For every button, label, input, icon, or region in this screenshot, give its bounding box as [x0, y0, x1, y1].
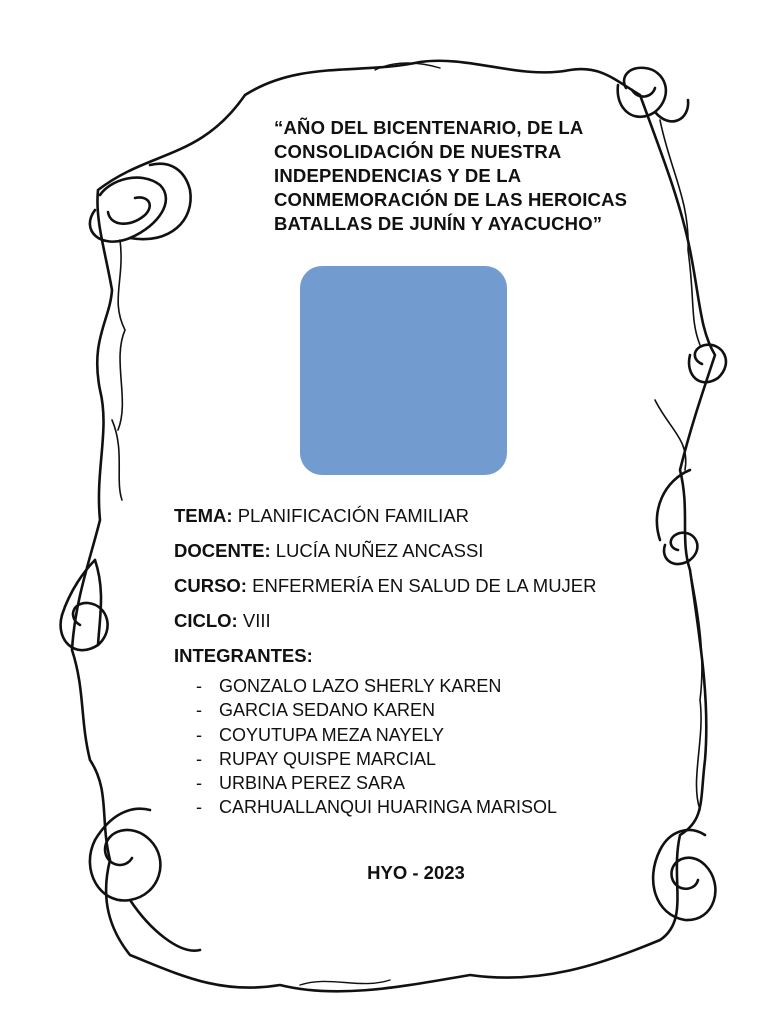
motto-line: CONMEMORACIÓN DE LAS HEROICAS [274, 189, 628, 210]
list-dash: - [196, 748, 202, 769]
list-item [196, 674, 557, 698]
member-name: CARHUALLANQUI HUARINGA MARISOL [219, 797, 558, 818]
tema-value: PLANIFICACIÓN FAMILIAR [237, 505, 470, 526]
ciclo-label: CICLO: [174, 610, 238, 631]
footer-place-year: HYO - 2023 [367, 862, 465, 883]
motto-line: INDEPENDENCIAS Y DE LA [274, 165, 522, 186]
ciclo-line [174, 608, 597, 643]
member-name: GONZALO LAZO SHERLY KAREN [219, 676, 502, 696]
integrantes-line [174, 643, 597, 678]
list-dash: - [196, 773, 202, 794]
list-item [196, 771, 557, 795]
curso-label: CURSO: [174, 575, 247, 596]
tema-line [174, 503, 597, 538]
list-item [196, 723, 557, 747]
tema-label: TEMA: [174, 505, 233, 526]
info-block [174, 503, 597, 678]
curso-line [174, 573, 597, 608]
ciclo-value: VIII [242, 610, 271, 631]
member-name: GARCIA SEDANO KAREN [219, 700, 436, 721]
member-name: COYUTUPA MEZA NAYELY [219, 724, 445, 745]
motto-line: BATALLAS DE JUNÍN Y AYACUCHO” [274, 213, 603, 234]
member-name: RUPAY QUISPE MARCIAL [219, 748, 437, 769]
list-dash: - [196, 676, 202, 696]
list-dash: - [196, 797, 202, 818]
docente-value: LUCÍA NUÑEZ ANCASSI [275, 540, 484, 561]
list-item [196, 747, 557, 771]
curso-value: ENFERMERÍA EN SALUD DE LA MUJER [252, 575, 597, 596]
integrantes-label: INTEGRANTES: [174, 645, 313, 666]
logo-placeholder [300, 266, 507, 475]
list-dash: - [196, 724, 202, 745]
member-name: URBINA PEREZ SARA [219, 773, 406, 794]
list-item [196, 795, 557, 819]
motto-line: “AÑO DEL BICENTENARIO, DE LA [274, 117, 584, 138]
docente-label: DOCENTE: [174, 540, 271, 561]
docente-line [174, 538, 597, 573]
list-item [196, 698, 557, 722]
list-dash: - [196, 700, 202, 721]
motto-line: CONSOLIDACIÓN DE NUESTRA [274, 141, 562, 162]
motto-heading [274, 116, 694, 236]
members-list [196, 674, 557, 820]
